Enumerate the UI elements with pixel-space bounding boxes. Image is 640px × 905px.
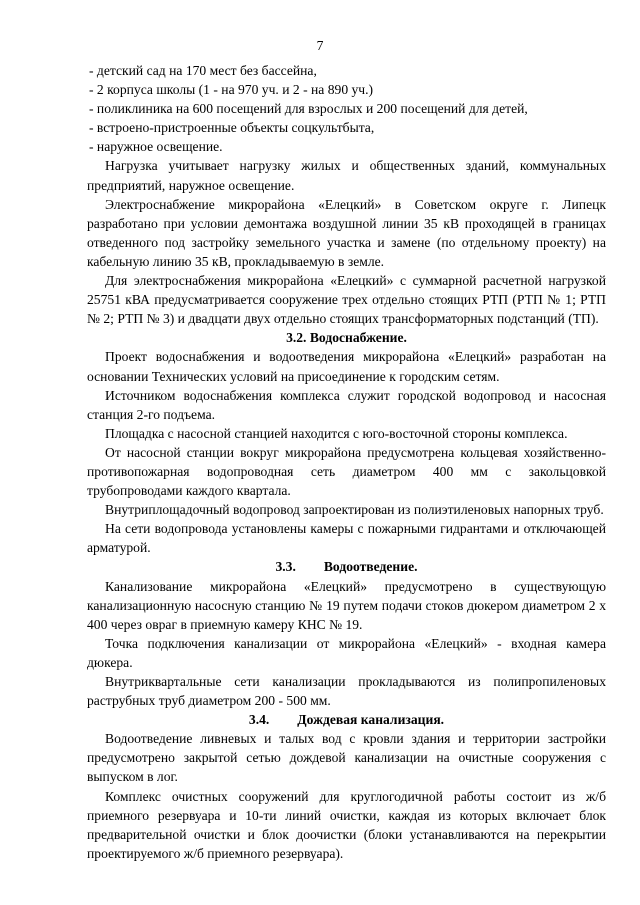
paragraph: На сети водопровода установлены камеры с пожарными гидрантами и отключающей арматурой. [87, 521, 606, 556]
section-title: Дождевая канализация. [297, 712, 445, 728]
paragraph: Канализование микрорайона «Елецкий» предусмотрено в существующую канализационную насосную станцию № 19 путем подачи стоков дюкером диаметром 2 х 400 через овраг в приемную камеру КНС № 19. [87, 578, 606, 632]
list-item: - встроено-пристроенные объекты соцкультбыта, [89, 120, 375, 136]
facility-list [87, 61, 606, 156]
paragraph: Водоотведение ливневых и талых вод с кровли здания и территории застройки предусмотрено закрытой сетью дождевой канализации на очистные сооружения с выпуском в лог. [87, 731, 606, 785]
paragraph: Комплекс очистных сооружений для круглогодичной работы состоит из ж/б приемного резервуара и 10-ти линий очистки, каждая из которых включает блок предварительной очистки и блок доочистки (блоки устанавливаются на перекрытии проектируемого ж/б приемного резервуара). [87, 788, 606, 861]
section-title: Водоотведение. [323, 559, 418, 575]
section-heading-storm-sewer [87, 710, 606, 729]
paragraph: Площадка с насосной станцией находится с юго-восточной стороны комплекса. [105, 425, 568, 441]
section-heading-water-supply: 3.2. Водоснабжение. [286, 330, 407, 346]
paragraph: Для электроснабжения микрорайона «Елецкий» с суммарной расчетной нагрузкой 25751 кВА предусматривается сооружение трех отдельно стоящих РТП (РТП № 1; РТП № 2; РТП № 3) и двадцати двух отдельно стоящих трансформаторных подстанций (ТП). [87, 273, 606, 327]
section-number: 3.4. [248, 712, 270, 728]
paragraph: Точка подключения канализации от микрорайона «Елецкий» - входная камера дюкера. [87, 635, 606, 670]
paragraph: Электроснабжение микрорайона «Елецкий» в Советском округе г. Липецк разработано при условии демонтажа воздушной линии 35 кВ проходящей в границах отведенного под застройку земельного участка и замене (по отдельному проекту) на кабельную линию 35 кВ, прокладываемую в земле. [87, 196, 606, 269]
paragraph: Проект водоснабжения и водоотведения микрорайона «Елецкий» разработан на основании Технических условий на присоединение к городским сетям. [87, 349, 606, 384]
page-number: 7 [316, 38, 324, 53]
paragraph: Нагрузка учитывает нагрузку жилых и общественных зданий, коммунальных предприятий, наружное освещение. [87, 158, 606, 193]
paragraph: Внутриплощадочный водопровод запроектирован из полиэтиленовых напорных труб. [105, 502, 604, 518]
paragraph: Источником водоснабжения комплекса служит городской водопровод и насосная станция 2-го подъема. [87, 387, 606, 422]
list-item: - поликлиника на 600 посещений для взрослых и 200 посещений для детей, [89, 101, 528, 117]
paragraph: От насосной станции вокруг микрорайона предусмотрена кольцевая хозяйственно- противопожарная водопроводная сеть диаметром 400 мм с закольцовкой трубопроводами каждого квартала. [87, 444, 606, 499]
list-item: - 2 корпуса школы (1 - на 970 уч. и 2 - на 890 уч.) [89, 82, 374, 98]
page-content [87, 61, 606, 863]
paragraph: Внутриквартальные сети канализации прокладываются из полипропиленовых раструбных труб диаметром 200 - 500 мм. [87, 674, 606, 709]
section-heading-drainage [87, 557, 606, 576]
list-item: - наружное освещение. [89, 139, 223, 155]
section-number: 3.3. [275, 559, 296, 575]
list-item: - детский сад на 170 мест без бассейна, [89, 63, 317, 78]
